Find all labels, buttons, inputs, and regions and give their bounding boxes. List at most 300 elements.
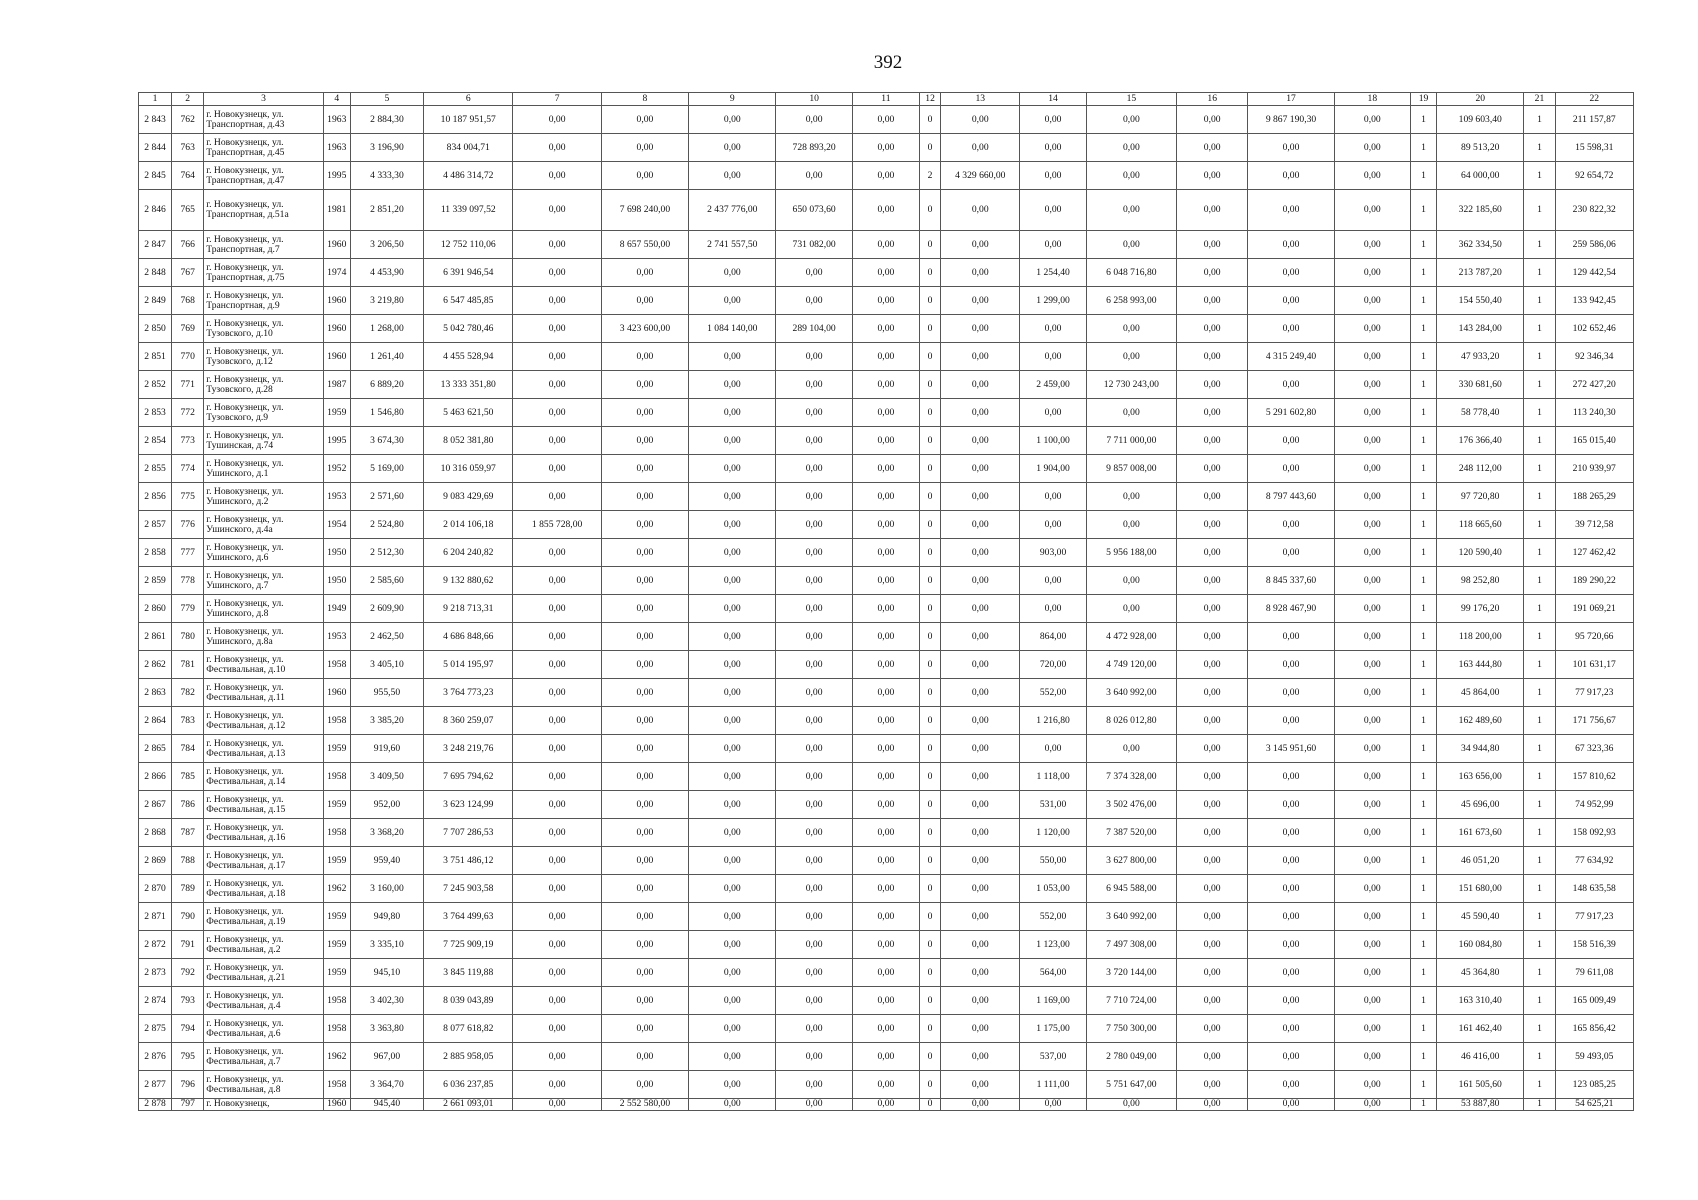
table-cell: 0,00 [601,134,688,162]
table-cell: 0,00 [1248,651,1334,679]
column-number-header: 21 [1524,93,1555,106]
table-cell: 0,00 [513,134,601,162]
table-cell: 0,00 [941,1043,1020,1071]
table-cell: 1958 [323,819,350,847]
address-cell: г. Новокузнецк, ул. Фестивальная, д.13 [204,735,323,763]
column-number-header: 10 [776,93,852,106]
table-cell: 0,00 [1086,315,1176,343]
table-cell: 1 [1410,162,1436,190]
table-cell: 0,00 [776,1071,852,1099]
table-cell: 0,00 [776,259,852,287]
table-row [139,567,1634,595]
address-cell: г. Новокузнецк, ул. Ушинского, д.8а [204,623,323,651]
address-cell: г. Новокузнецк, ул. Фестивальная, д.6 [204,1015,323,1043]
table-cell: 0,00 [601,1071,688,1099]
table-row [139,259,1634,287]
table-cell: 790 [172,903,204,931]
table-cell: 0,00 [513,1099,601,1111]
table-cell: 0,00 [941,483,1020,511]
table-cell: 1 [1410,791,1436,819]
table-cell: 0,00 [776,1015,852,1043]
table-cell: 1 118,00 [1020,763,1086,791]
table-cell: 779 [172,595,204,623]
table-cell: 0,00 [852,791,919,819]
table-cell: 0,00 [776,287,852,315]
table-cell: 1 [1410,651,1436,679]
table-cell: 0,00 [1248,371,1334,399]
table-cell: 564,00 [1020,959,1086,987]
table-cell: 0,00 [941,539,1020,567]
table-cell: 1 [1524,651,1555,679]
table-cell: 123 085,25 [1555,1071,1633,1099]
table-cell: 945,40 [350,1099,423,1111]
table-cell: 0,00 [776,763,852,791]
table-cell: 191 069,21 [1555,595,1633,623]
table-cell: 0,00 [601,1015,688,1043]
table-cell: 259 586,06 [1555,231,1633,259]
table-cell: 102 652,46 [1555,315,1633,343]
table-cell: 3 623 124,99 [424,791,513,819]
table-cell: 0,00 [601,623,688,651]
table-cell: 0,00 [1248,1043,1334,1071]
table-cell: 1987 [323,371,350,399]
table-cell: 0,00 [1177,259,1248,287]
table-cell: 0,00 [941,763,1020,791]
table-cell: 1 [1524,875,1555,903]
table-cell: 0,00 [513,259,601,287]
table-cell: 2 846 [139,190,172,231]
table-cell: 154 550,40 [1437,287,1524,315]
table-cell: 2 844 [139,134,172,162]
table-cell: 8 077 618,82 [424,1015,513,1043]
table-cell: 0,00 [1334,427,1410,455]
column-number-header: 19 [1410,93,1436,106]
table-cell: 959,40 [350,847,423,875]
table-cell: 0,00 [689,819,776,847]
column-number-header: 4 [323,93,350,106]
table-cell: 1 [1410,595,1436,623]
table-cell: 4 472 928,00 [1086,623,1176,651]
table-cell: 0,00 [1177,371,1248,399]
table-cell: 0,00 [1334,1043,1410,1071]
table-cell: 0,00 [513,343,601,371]
table-cell: 161 462,40 [1437,1015,1524,1043]
table-cell: 0,00 [1177,903,1248,931]
table-cell: 0 [920,623,941,651]
table-cell: 0,00 [601,707,688,735]
table-cell: 552,00 [1020,679,1086,707]
table-cell: 2 852 [139,371,172,399]
table-cell: 0,00 [1248,539,1334,567]
table-cell: 0,00 [689,567,776,595]
table-cell: 161 673,60 [1437,819,1524,847]
table-cell: 120 590,40 [1437,539,1524,567]
table-cell: 1959 [323,399,350,427]
table-cell: 0,00 [941,259,1020,287]
table-cell: 2 850 [139,315,172,343]
table-cell: 0,00 [776,567,852,595]
table-cell: 0 [920,679,941,707]
table-cell: 6 036 237,85 [424,1071,513,1099]
table-cell: 118 665,60 [1437,511,1524,539]
table-cell: 4 486 314,72 [424,162,513,190]
table-cell: 0,00 [941,707,1020,735]
table-cell: 720,00 [1020,651,1086,679]
table-cell: 0,00 [852,931,919,959]
table-cell: 8 928 467,90 [1248,595,1334,623]
table-cell: 0,00 [1248,315,1334,343]
table-cell: 1963 [323,106,350,134]
table-cell: 39 712,58 [1555,511,1633,539]
table-cell: 1960 [323,287,350,315]
table-cell: 2 856 [139,483,172,511]
table-cell: 0,00 [941,623,1020,651]
table-cell: 9 083 429,69 [424,483,513,511]
table-cell: 0,00 [852,539,919,567]
table-cell: 552,00 [1020,903,1086,931]
table-cell: 0,00 [689,511,776,539]
table-cell: 0,00 [689,735,776,763]
table-cell: 2 885 958,05 [424,1043,513,1071]
table-cell: 1 [1524,106,1555,134]
table-cell: 1 [1524,735,1555,763]
address-cell: г. Новокузнецк, ул. Ушинского, д.1 [204,455,323,483]
table-cell: 0,00 [1334,679,1410,707]
table-cell: 0,00 [941,651,1020,679]
table-cell: 0,00 [1248,791,1334,819]
table-cell: 3 627 800,00 [1086,847,1176,875]
table-cell: 3 335,10 [350,931,423,959]
table-cell: 8 039 043,89 [424,987,513,1015]
table-cell: 0,00 [601,455,688,483]
table-cell: 0,00 [852,987,919,1015]
table-cell: 47 933,20 [1437,343,1524,371]
table-cell: 1958 [323,1015,350,1043]
table-cell: 769 [172,315,204,343]
table-row [139,343,1634,371]
table-cell: 773 [172,427,204,455]
table-cell: 0,00 [513,735,601,763]
table-cell: 864,00 [1020,623,1086,651]
table-cell: 1 [1410,567,1436,595]
table-cell: 2 862 [139,651,172,679]
table-cell: 794 [172,1015,204,1043]
table-cell: 3 368,20 [350,819,423,847]
table-row [139,707,1634,735]
address-cell: г. Новокузнецк, ул. Фестивальная, д.14 [204,763,323,791]
table-cell: 770 [172,343,204,371]
table-cell: 0 [920,1015,941,1043]
table-cell: 0,00 [689,1043,776,1071]
table-row [139,903,1634,931]
table-cell: 0,00 [1086,343,1176,371]
table-cell: 0,00 [689,987,776,1015]
table-cell: 1958 [323,1071,350,1099]
column-number-header: 18 [1334,93,1410,106]
table-cell: 2 861 [139,623,172,651]
register-table [138,92,1634,1111]
table-cell: 1 [1410,1043,1436,1071]
table-cell: 0,00 [1177,315,1248,343]
table-row [139,1015,1634,1043]
table-cell: 0,00 [1177,931,1248,959]
table-cell: 6 391 946,54 [424,259,513,287]
table-cell: 4 455 528,94 [424,343,513,371]
table-cell: 2 866 [139,763,172,791]
table-cell: 0,00 [1177,707,1248,735]
table-cell: 0,00 [1020,567,1086,595]
table-cell: 0,00 [601,399,688,427]
table-cell: 0,00 [941,931,1020,959]
table-cell: 0,00 [1248,623,1334,651]
table-row [139,427,1634,455]
table-cell: 5 014 195,97 [424,651,513,679]
table-cell: 1 [1524,623,1555,651]
table-cell: 774 [172,455,204,483]
table-cell: 151 680,00 [1437,875,1524,903]
table-cell: 0,00 [513,903,601,931]
table-cell: 59 493,05 [1555,1043,1633,1071]
table-cell: 0 [920,134,941,162]
table-cell: 7 245 903,58 [424,875,513,903]
table-cell: 0,00 [689,651,776,679]
table-row [139,371,1634,399]
table-cell: 0 [920,931,941,959]
table-cell: 0 [920,819,941,847]
table-cell: 0,00 [1020,343,1086,371]
table-cell: 0,00 [1086,231,1176,259]
table-cell: 1 261,40 [350,343,423,371]
table-cell: 0 [920,959,941,987]
table-cell: 97 720,80 [1437,483,1524,511]
table-cell: 0,00 [601,931,688,959]
table-cell: 1959 [323,847,350,875]
table-cell: 7 710 724,00 [1086,987,1176,1015]
table-cell: 0,00 [852,875,919,903]
table-cell: 1960 [323,1099,350,1111]
column-number-header: 22 [1555,93,1633,106]
table-cell: 0,00 [689,287,776,315]
table-cell: 1 [1524,987,1555,1015]
table-cell: 3 720 144,00 [1086,959,1176,987]
table-cell: 7 707 286,53 [424,819,513,847]
table-cell: 0 [920,1071,941,1099]
table-cell: 0,00 [776,903,852,931]
table-cell: 2 855 [139,455,172,483]
table-cell: 0 [920,595,941,623]
table-cell: 0,00 [1248,287,1334,315]
table-row [139,847,1634,875]
table-cell: 0,00 [1020,595,1086,623]
table-cell: 158 092,93 [1555,819,1633,847]
table-cell: 0,00 [1020,231,1086,259]
table-cell: 0,00 [513,287,601,315]
address-cell: г. Новокузнецк, ул. Транспортная, д.7 [204,231,323,259]
table-cell: 0,00 [1248,134,1334,162]
table-cell: 1 [1410,1015,1436,1043]
table-cell: 0,00 [601,1043,688,1071]
table-cell: 0,00 [1334,483,1410,511]
table-cell: 272 427,20 [1555,371,1633,399]
table-cell: 3 423 600,00 [601,315,688,343]
table-cell: 2 849 [139,287,172,315]
table-cell: 967,00 [350,1043,423,1071]
table-cell: 2 512,30 [350,539,423,567]
table-cell: 0,00 [1177,1099,1248,1111]
table-cell: 1 [1524,1043,1555,1071]
table-cell: 2 870 [139,875,172,903]
table-cell: 0,00 [513,931,601,959]
table-cell: 0 [920,987,941,1015]
table-cell: 0,00 [1334,567,1410,595]
address-cell: г. Новокузнецк, ул. Ушинского, д.7 [204,567,323,595]
table-cell: 0,00 [852,190,919,231]
address-cell: г. Новокузнецк, ул. Фестивальная, д.19 [204,903,323,931]
table-cell: 1963 [323,134,350,162]
table-cell: 1 [1410,931,1436,959]
table-row [139,819,1634,847]
table-cell: 0,00 [1177,399,1248,427]
table-cell: 0,00 [1177,134,1248,162]
table-cell: 3 674,30 [350,427,423,455]
table-cell: 3 206,50 [350,231,423,259]
table-cell: 0,00 [941,511,1020,539]
table-cell: 210 939,97 [1555,455,1633,483]
table-row [139,190,1634,231]
table-cell: 0,00 [852,679,919,707]
table-cell: 171 756,67 [1555,707,1633,735]
table-cell: 0,00 [513,847,601,875]
table-cell: 2 872 [139,931,172,959]
table-cell: 772 [172,399,204,427]
table-cell: 1 [1410,623,1436,651]
table-cell: 0,00 [776,679,852,707]
table-cell: 783 [172,707,204,735]
table-cell: 0,00 [776,1099,852,1111]
table-cell: 0,00 [1020,399,1086,427]
table-cell: 1 [1410,190,1436,231]
table-cell: 1 [1410,539,1436,567]
table-cell: 77 917,23 [1555,903,1633,931]
table-cell: 0,00 [941,903,1020,931]
table-cell: 0 [920,707,941,735]
table-cell: 1 053,00 [1020,875,1086,903]
table-cell: 0,00 [513,679,601,707]
table-cell: 0,00 [1248,259,1334,287]
table-cell: 771 [172,371,204,399]
table-cell: 1 [1524,231,1555,259]
table-cell: 789 [172,875,204,903]
table-cell: 0,00 [1248,819,1334,847]
table-cell: 1 [1524,399,1555,427]
table-cell: 1 [1524,371,1555,399]
table-cell: 0,00 [776,483,852,511]
table-cell: 919,60 [350,735,423,763]
table-cell: 0,00 [941,987,1020,1015]
table-cell: 0,00 [1334,371,1410,399]
table-cell: 0,00 [1248,931,1334,959]
table-cell: 0,00 [689,106,776,134]
table-cell: 0,00 [941,134,1020,162]
table-cell: 0,00 [513,106,601,134]
table-cell: 0,00 [689,1015,776,1043]
table-cell: 9 218 713,31 [424,595,513,623]
table-cell: 0,00 [1334,539,1410,567]
table-cell: 0,00 [1086,1099,1176,1111]
register-table-container [138,92,1634,1111]
table-cell: 1958 [323,763,350,791]
table-cell: 0,00 [513,399,601,427]
address-cell: г. Новокузнецк, ул. Фестивальная, д.16 [204,819,323,847]
table-cell: 0,00 [601,875,688,903]
table-cell: 8 026 012,80 [1086,707,1176,735]
table-cell: 2 459,00 [1020,371,1086,399]
table-cell: 45 364,80 [1437,959,1524,987]
table-cell: 161 505,60 [1437,1071,1524,1099]
table-cell: 0,00 [601,903,688,931]
table-row [139,959,1634,987]
address-cell: г. Новокузнецк, ул. Транспортная, д.51а [204,190,323,231]
table-cell: 0,00 [1177,231,1248,259]
table-cell: 797 [172,1099,204,1111]
table-cell: 0,00 [513,231,601,259]
table-cell: 0,00 [601,651,688,679]
table-cell: 0 [920,190,941,231]
table-cell: 0,00 [776,623,852,651]
table-cell: 0 [920,539,941,567]
address-cell: г. Новокузнецк, ул. Транспортная, д.75 [204,259,323,287]
table-cell: 0,00 [1334,987,1410,1015]
table-cell: 0,00 [601,427,688,455]
table-cell: 6 258 993,00 [1086,287,1176,315]
table-cell: 143 284,00 [1437,315,1524,343]
table-cell: 0,00 [941,399,1020,427]
table-cell: 0,00 [852,819,919,847]
table-cell: 95 720,66 [1555,623,1633,651]
table-cell: 0,00 [941,959,1020,987]
table-cell: 0 [920,651,941,679]
table-cell: 0,00 [1334,106,1410,134]
table-cell: 1995 [323,162,350,190]
table-cell: 0,00 [852,1043,919,1071]
table-cell: 6 945 588,00 [1086,875,1176,903]
table-cell: 0,00 [513,623,601,651]
table-cell: 0,00 [513,595,601,623]
table-cell: 0,00 [852,623,919,651]
table-cell: 7 374 328,00 [1086,763,1176,791]
table-cell: 0,00 [513,315,601,343]
table-cell: 0 [920,567,941,595]
table-cell: 0,00 [1248,987,1334,1015]
table-row [139,987,1634,1015]
table-cell: 0,00 [852,847,919,875]
table-cell: 64 000,00 [1437,162,1524,190]
table-cell: 3 402,30 [350,987,423,1015]
table-cell: 7 695 794,62 [424,763,513,791]
table-row [139,455,1634,483]
table-cell: 0,00 [1334,847,1410,875]
table-cell: 0,00 [1248,679,1334,707]
table-cell: 0,00 [1086,399,1176,427]
table-cell: 2 741 557,50 [689,231,776,259]
table-cell: 5 751 647,00 [1086,1071,1176,1099]
table-cell: 0,00 [689,847,776,875]
table-cell: 728 893,20 [776,134,852,162]
column-number-header: 13 [941,93,1020,106]
table-cell: 330 681,60 [1437,371,1524,399]
table-cell: 7 698 240,00 [601,190,688,231]
table-cell: 1 904,00 [1020,455,1086,483]
